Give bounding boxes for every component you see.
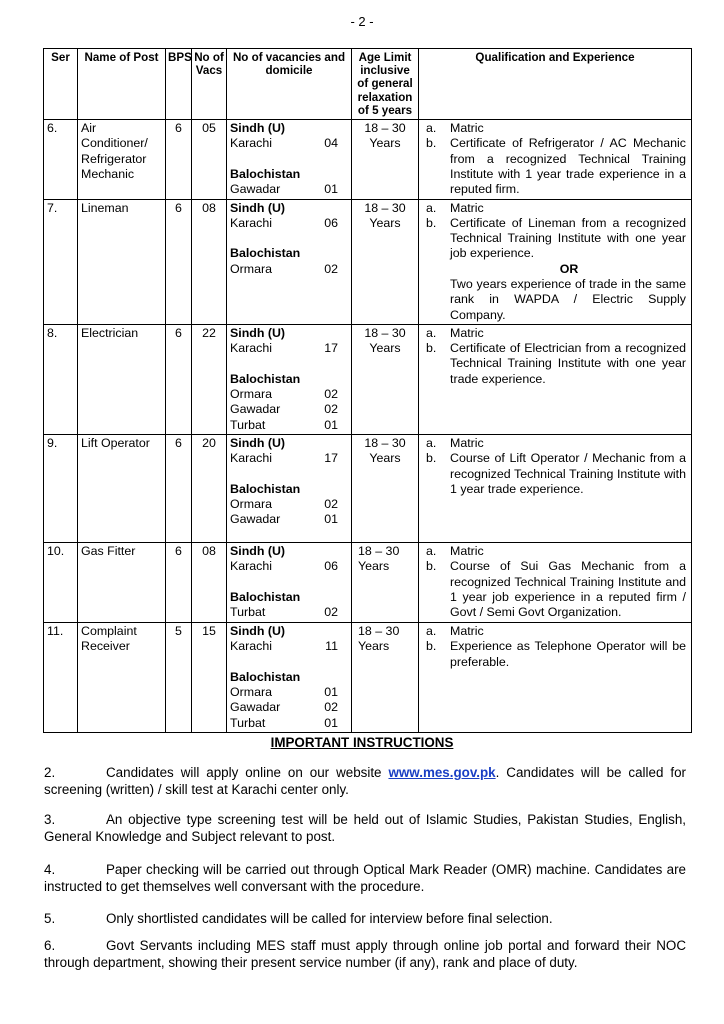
domicile-count: 01 (324, 417, 338, 432)
region-sindh: Sindh (U) (230, 200, 286, 215)
table-row (44, 542, 692, 622)
cell-age-limit: 18 – 30 Years (352, 120, 419, 199)
cell-age-limit: 18 – 30 Years (352, 324, 419, 434)
cell-ser: 9. (44, 434, 78, 542)
domicile-count: 01 (324, 685, 338, 700)
cell-post-name: Lineman (78, 199, 166, 324)
qualification-or: OR (559, 261, 579, 276)
instruction-text: An objective type screening test will be held out of Islamic Studies, Pakistan Studies, English, General Knowledge and Subject relevant to post. (44, 812, 686, 844)
qualification-b: Experience as Telephone Operator will be preferable. (450, 639, 686, 669)
qualification-marker: b. (426, 639, 437, 654)
domicile-count: 01 (324, 512, 338, 527)
domicile-count: 02 (324, 605, 338, 620)
qualification-marker: b. (426, 451, 437, 466)
domicile-place: Gawadar (230, 512, 281, 527)
cell-bps: 6 (166, 120, 192, 199)
domicile-entry (230, 341, 348, 356)
domicile-place: Karachi (230, 559, 273, 574)
cell-vacs: 08 (192, 542, 227, 622)
region-balochistan: Balochistan (230, 669, 301, 684)
header-no-of-vacs: No of Vacs (192, 49, 227, 120)
table-header-row (44, 49, 692, 120)
header-ser: Ser (44, 49, 78, 120)
domicile-count: 17 (324, 341, 338, 356)
domicile-place: Ormara (230, 261, 272, 276)
domicile-entry (230, 716, 348, 731)
table-row (44, 120, 692, 199)
cell-vacs: 08 (192, 199, 227, 324)
domicile-place: Gawadar (230, 402, 281, 417)
domicile-count: 02 (324, 497, 338, 512)
instruction-text: Govt Servants including MES staff must apply through online job portal and forward their NOC through department, showing their present service number (if any), rank and place of duty. (44, 938, 686, 970)
domicile-place: Karachi (230, 639, 273, 654)
domicile-place: Karachi (230, 341, 273, 356)
cell-ser: 11. (44, 622, 78, 732)
qualification-marker: a. (426, 435, 437, 450)
domicile-count: 01 (324, 182, 338, 197)
qualification-a: Matric (450, 543, 484, 558)
page-number: - 2 - (350, 14, 374, 29)
domicile-count: 11 (325, 639, 338, 654)
vacancy-table (43, 48, 692, 733)
domicile-count: 02 (324, 261, 338, 276)
cell-ser: 10. (44, 542, 78, 622)
instruction-number: 2. (44, 765, 56, 780)
cell-domicile (227, 199, 352, 324)
qualification-b: Certificate of Lineman from a recognized Technical Training Institute with one year job experience. (450, 215, 686, 261)
header-age-limit: Age Limit inclusive of general relaxation of 5 years (352, 49, 419, 120)
qualification-marker: b. (426, 215, 437, 230)
domicile-place: Turbat (230, 715, 266, 730)
cell-domicile (227, 622, 352, 732)
instruction-item (44, 938, 686, 971)
instruction-number: 3. (44, 812, 56, 827)
domicile-entry (230, 700, 348, 715)
domicile-count: 06 (324, 559, 338, 574)
domicile-entry (230, 559, 348, 574)
qualification-a: Matric (450, 325, 484, 340)
cell-domicile (227, 120, 352, 199)
cell-bps: 5 (166, 622, 192, 732)
cell-bps: 6 (166, 324, 192, 434)
qualification-b: Certificate of Refrigerator / AC Mechanic from a recognized Technical Training Institute with 1 year trade experience in a reputed firm. (450, 136, 686, 197)
domicile-place: Turbat (230, 417, 266, 432)
qualification-a: Matric (450, 200, 484, 215)
cell-qualification (419, 120, 692, 199)
table-row (44, 199, 692, 324)
cell-domicile (227, 542, 352, 622)
instruction-item (44, 765, 686, 798)
qualification-marker: b. (426, 341, 437, 356)
domicile-entry (230, 451, 348, 466)
cell-ser: 7. (44, 199, 78, 324)
instruction-text: Paper checking will be carried out through Optical Mark Reader (OMR) machine. Candidates are instructed to get themselves well conversant with the procedure. (44, 862, 686, 894)
cell-vacs: 05 (192, 120, 227, 199)
domicile-count: 04 (324, 136, 338, 151)
header-domicile: No of vacancies and domicile (227, 49, 352, 120)
qualification-a: Matric (450, 121, 484, 136)
table-row (44, 622, 692, 732)
cell-post-name: Lift Operator (78, 434, 166, 542)
domicile-entry (230, 402, 348, 417)
cell-post-name: Complaint Receiver (78, 622, 166, 732)
domicile-count: 06 (324, 215, 338, 230)
domicile-count: 02 (324, 700, 338, 715)
instruction-item (44, 812, 686, 845)
domicile-place: Karachi (230, 451, 273, 466)
domicile-entry (230, 512, 348, 527)
cell-qualification (419, 199, 692, 324)
domicile-entry (230, 136, 348, 151)
instruction-number: 6. (44, 938, 56, 953)
region-balochistan: Balochistan (230, 166, 301, 181)
region-sindh: Sindh (U) (230, 121, 286, 136)
instruction-text: . Candidates will be called for screening (written) / skill test at Karachi center only. (44, 765, 686, 797)
instruction-number: 4. (44, 862, 56, 877)
instruction-text: Only shortlisted candidates will be called for interview before final selection. (106, 911, 553, 926)
cell-vacs: 22 (192, 324, 227, 434)
cell-domicile (227, 434, 352, 542)
instruction-item (44, 911, 686, 928)
domicile-place: Gawadar (230, 700, 281, 715)
cell-qualification (419, 542, 692, 622)
domicile-place: Turbat (230, 605, 266, 620)
qualification-b: Course of Lift Operator / Mechanic from a recognized Technical Training Institute with 1 year trade experience. (450, 451, 686, 496)
cell-age-limit: 18 – 30 Years (352, 434, 419, 542)
cell-ser: 8. (44, 324, 78, 434)
qualification-marker: a. (426, 543, 437, 558)
region-balochistan: Balochistan (230, 246, 301, 261)
cell-vacs: 20 (192, 434, 227, 542)
cell-bps: 6 (166, 542, 192, 622)
domicile-place: Ormara (230, 685, 272, 700)
domicile-count: 01 (324, 715, 338, 730)
cell-post-name: Electrician (78, 324, 166, 434)
qualification-marker: a. (426, 325, 437, 340)
qualification-marker: a. (426, 200, 437, 215)
region-sindh: Sindh (U) (230, 435, 286, 450)
domicile-entry (230, 182, 348, 197)
header-bps: BPS (166, 49, 192, 120)
domicile-count: 17 (324, 451, 338, 466)
region-balochistan: Balochistan (230, 481, 301, 496)
region-balochistan: Balochistan (230, 371, 301, 386)
qualification-b: Course of Sui Gas Mechanic from a recognized Technical Training Institute and 1 year job experience in a reputed firm / Govt / Semi Govt Organization. (450, 559, 686, 620)
domicile-entry (230, 216, 348, 231)
domicile-entry (230, 387, 348, 402)
domicile-entry (230, 685, 348, 700)
domicile-entry (230, 262, 348, 277)
header-name-of-post: Name of Post (78, 49, 166, 120)
domicile-count: 02 (324, 402, 338, 417)
instruction-text: Candidates will apply online on our website (106, 765, 389, 780)
region-balochistan: Balochistan (230, 589, 301, 604)
table-row (44, 324, 692, 434)
domicile-place: Karachi (230, 215, 273, 230)
domicile-place: Ormara (230, 497, 272, 512)
qualification-b: Certificate of Electrician from a recognized Technical Training Institute with one year trade experience. (450, 341, 686, 386)
cell-ser: 6. (44, 120, 78, 199)
cell-qualification (419, 324, 692, 434)
table-row (44, 434, 692, 542)
domicile-place: Gawadar (230, 182, 281, 197)
domicile-place: Karachi (230, 136, 273, 151)
qualification-a: Matric (450, 435, 484, 450)
region-sindh: Sindh (U) (230, 543, 286, 558)
cell-bps: 6 (166, 199, 192, 324)
domicile-place: Ormara (230, 387, 272, 402)
cell-domicile (227, 324, 352, 434)
cell-age-limit: 18 – 30 Years (352, 542, 419, 622)
domicile-entry (230, 605, 348, 620)
cell-qualification (419, 622, 692, 732)
qualification-marker: a. (426, 121, 437, 136)
cell-age-limit: 18 – 30 Years (352, 199, 419, 324)
cell-bps: 6 (166, 434, 192, 542)
header-qualification: Qualification and Experience (419, 49, 692, 120)
qualification-a: Matric (450, 623, 484, 638)
cell-vacs: 15 (192, 622, 227, 732)
website-link[interactable]: www.mes.gov.pk (388, 765, 496, 780)
domicile-entry (230, 497, 348, 512)
qualification-marker: a. (426, 623, 437, 638)
region-sindh: Sindh (U) (230, 325, 286, 340)
qualification-marker: b. (426, 559, 437, 574)
region-sindh: Sindh (U) (230, 623, 286, 638)
domicile-entry (230, 639, 348, 654)
instructions-title: IMPORTANT INSTRUCTIONS (270, 735, 454, 750)
cell-qualification (419, 434, 692, 542)
qualification-alternative: Two years experience of trade in the same rank in WAPDA / Electric Supply Company. (450, 276, 686, 322)
domicile-entry (230, 418, 348, 433)
domicile-count: 02 (324, 387, 338, 402)
cell-post-name: Air Conditioner/ Refrigerator Mechanic (78, 120, 166, 199)
qualification-marker: b. (426, 136, 437, 151)
instruction-item (44, 862, 686, 895)
instruction-number: 5. (44, 911, 56, 926)
cell-age-limit: 18 – 30 Years (352, 622, 419, 732)
cell-post-name: Gas Fitter (78, 542, 166, 622)
